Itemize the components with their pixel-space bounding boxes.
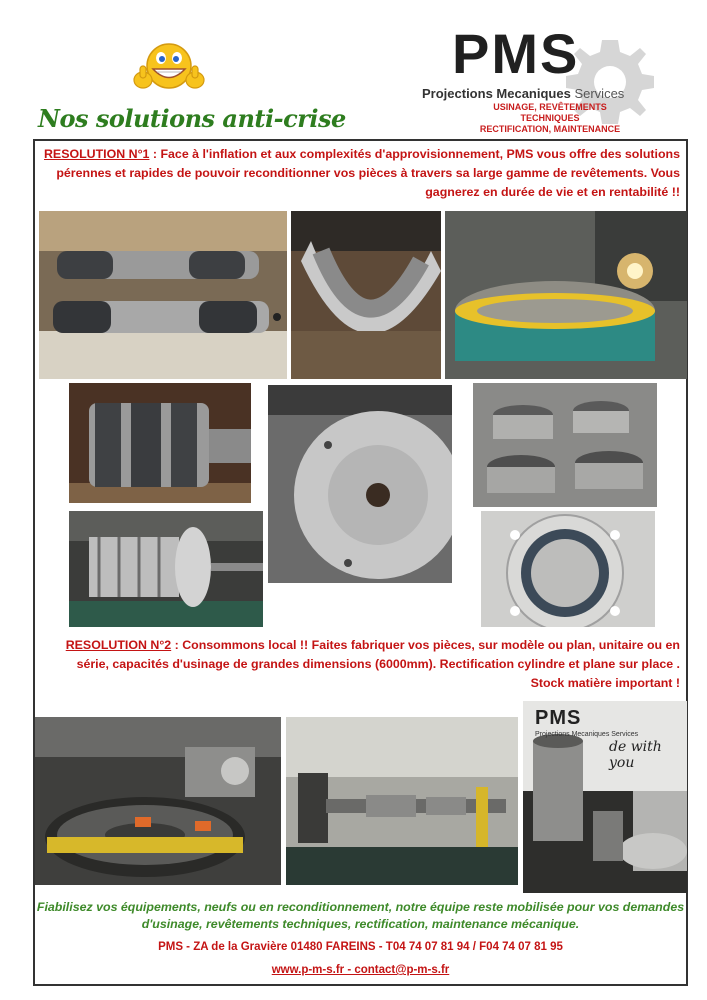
- resolution-2-title: RESOLUTION N°2: [65, 638, 172, 652]
- page-header: [0, 0, 707, 140]
- resolution-1-text: : Face à l'inflation et aux complexités d'approvisionnement, PMS vous offre des solutions pérennes et rapides de pouvoir reconditionner vos pièces à travers sa large gamme de revêtements. Vous gagnerez en durée de vie et en rentabilité !!: [56, 147, 680, 199]
- photo-pms-brand: PMS: [535, 707, 582, 729]
- photo-bushings: [473, 383, 657, 507]
- footer: [35, 893, 686, 984]
- photo-long-shaft-lathe: [286, 717, 518, 885]
- photo-pms-sub: Projections Mecaniques Services: [535, 731, 639, 738]
- photo-flange-seal: [481, 511, 655, 627]
- footer-web-link[interactable]: www.p-m-s.fr - contact@p-m-s.fr: [271, 964, 450, 976]
- photo-pms-parts: [523, 701, 687, 893]
- footer-message: Fiabilisez vos équipements, neufs ou en reconditionnement, notre équipe reste mobilisée pour vos demandes d'usinage, revêtements techniques, rectification, maintenance mécanique.: [36, 900, 685, 931]
- main-frame: [33, 139, 688, 986]
- photo-thermal-spraying: [445, 211, 687, 379]
- resolution-2-text: : Consommons local !! Faites fabriquer vos pièces, sur modèle ou plan, unitaire ou en série, capacités d'usinage de grandes dimensions (6000mm). Rectification cylindre et plane sur place . Stock matière important !: [76, 638, 680, 690]
- resolution-2: [35, 632, 686, 702]
- photo-lathe-machining: [35, 717, 281, 885]
- logo-subtitle: Projections Mecaniques Services: [422, 86, 625, 101]
- logo-brand: PMS: [452, 22, 580, 85]
- resolution-1: [35, 141, 686, 207]
- footer-contact: PMS - ZA de la Gravière 01480 FAREINS - T04 74 07 81 94 / F04 74 07 81 95: [158, 941, 563, 953]
- tagline: Nos solutions anti-crise: [38, 104, 346, 133]
- logo-services: USINAGE, REVÊTEMENTS TECHNIQUES RECTIFICATION, MAINTENANCE: [479, 102, 621, 134]
- grinning-thumbs-up-emoji-icon: [133, 36, 205, 98]
- photo-script-text: de with you: [609, 739, 662, 771]
- pms-logo: [420, 14, 670, 132]
- photo-coated-shaft: [69, 383, 251, 503]
- photo-impeller-lathe: [69, 511, 263, 627]
- photo-machined-disc: [268, 385, 452, 583]
- resolution-1-title: RESOLUTION N°1: [43, 147, 150, 161]
- photo-bearing-shell: [291, 211, 441, 379]
- photo-coated-rollers: [39, 211, 287, 379]
